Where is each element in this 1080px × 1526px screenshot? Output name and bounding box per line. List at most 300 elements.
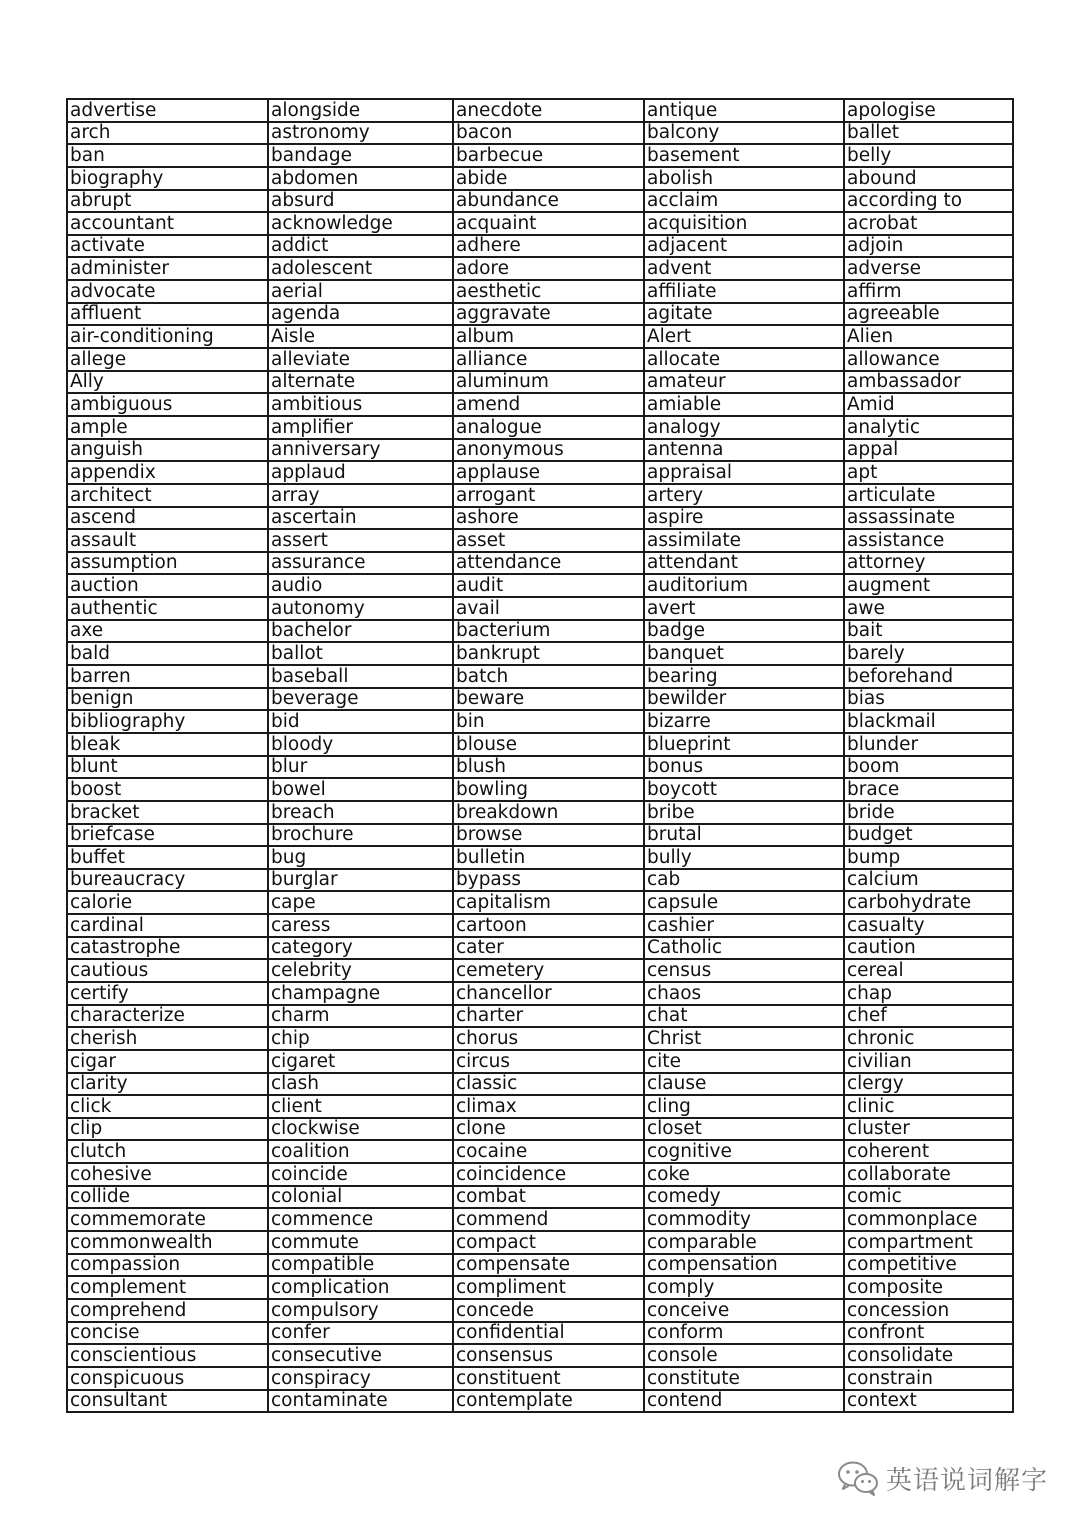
table-cell: cigaret: [268, 1050, 453, 1073]
table-row: [67, 348, 1013, 371]
table-cell: compensate: [453, 1254, 644, 1277]
table-cell: array: [268, 484, 453, 507]
table-cell: bizarre: [644, 710, 844, 733]
table-cell: astronomy: [268, 122, 453, 145]
table-row: [67, 325, 1013, 348]
table-cell: coincidence: [453, 1163, 644, 1186]
table-cell: album: [453, 325, 644, 348]
table-cell: conceive: [644, 1299, 844, 1322]
table-cell: compartment: [844, 1231, 1013, 1254]
table-cell: alternate: [268, 371, 453, 394]
table-cell: bride: [844, 801, 1013, 824]
table-cell: assassinate: [844, 507, 1013, 530]
table-cell: commonplace: [844, 1208, 1013, 1231]
table-cell: cling: [644, 1095, 844, 1118]
table-cell: assault: [67, 529, 268, 552]
table-cell: abrupt: [67, 190, 268, 213]
table-row: [67, 529, 1013, 552]
table-cell: anniversary: [268, 439, 453, 462]
table-cell: cigar: [67, 1050, 268, 1073]
table-cell: comply: [644, 1276, 844, 1299]
table-cell: cereal: [844, 959, 1013, 982]
table-cell: commemorate: [67, 1208, 268, 1231]
table-cell: analytic: [844, 416, 1013, 439]
table-cell: bloody: [268, 733, 453, 756]
table-cell: cater: [453, 937, 644, 960]
table-cell: caress: [268, 914, 453, 937]
table-cell: bias: [844, 688, 1013, 711]
table-cell: aspire: [644, 507, 844, 530]
table-cell: chef: [844, 1005, 1013, 1028]
table-cell: adolescent: [268, 257, 453, 280]
table-cell: conscientious: [67, 1344, 268, 1367]
table-cell: advent: [644, 257, 844, 280]
table-cell: comprehend: [67, 1299, 268, 1322]
table-cell: bid: [268, 710, 453, 733]
table-cell: carbohydrate: [844, 891, 1013, 914]
table-cell: ample: [67, 416, 268, 439]
table-cell: avert: [644, 597, 844, 620]
table-cell: arrogant: [453, 484, 644, 507]
table-cell: acknowledge: [268, 212, 453, 235]
table-cell: compassion: [67, 1254, 268, 1277]
table-row: [67, 1186, 1013, 1209]
table-cell: adverse: [844, 257, 1013, 280]
table-cell: confront: [844, 1322, 1013, 1345]
table-cell: blush: [453, 756, 644, 779]
table-row: [67, 122, 1013, 145]
table-row: [67, 846, 1013, 869]
table-cell: cocaine: [453, 1140, 644, 1163]
table-cell: bug: [268, 846, 453, 869]
table-cell: appraisal: [644, 461, 844, 484]
table-cell: concise: [67, 1322, 268, 1345]
table-cell: ashore: [453, 507, 644, 530]
table-cell: collaborate: [844, 1163, 1013, 1186]
table-cell: charm: [268, 1005, 453, 1028]
table-cell: clash: [268, 1073, 453, 1096]
table-row: [67, 665, 1013, 688]
table-cell: axe: [67, 620, 268, 643]
table-cell: authentic: [67, 597, 268, 620]
table-cell: bleak: [67, 733, 268, 756]
table-cell: aesthetic: [453, 280, 644, 303]
table-cell: ballot: [268, 642, 453, 665]
table-cell: antenna: [644, 439, 844, 462]
table-cell: ambiguous: [67, 393, 268, 416]
table-cell: adjacent: [644, 235, 844, 258]
table-cell: agitate: [644, 303, 844, 326]
table-row: [67, 99, 1013, 122]
table-cell: artery: [644, 484, 844, 507]
table-cell: chap: [844, 982, 1013, 1005]
table-cell: allowance: [844, 348, 1013, 371]
table-cell: accountant: [67, 212, 268, 235]
table-cell: budget: [844, 824, 1013, 847]
table-cell: briefcase: [67, 824, 268, 847]
table-cell: context: [844, 1390, 1013, 1413]
table-cell: aerial: [268, 280, 453, 303]
table-row: [67, 1027, 1013, 1050]
table-cell: anguish: [67, 439, 268, 462]
table-cell: affirm: [844, 280, 1013, 303]
table-cell: breakdown: [453, 801, 644, 824]
watermark-text: 英语说词解字: [886, 1465, 1049, 1496]
table-cell: clarity: [67, 1073, 268, 1096]
table-cell: confer: [268, 1322, 453, 1345]
table-cell: commend: [453, 1208, 644, 1231]
table-cell: bulletin: [453, 846, 644, 869]
table-cell: auction: [67, 574, 268, 597]
table-cell: batch: [453, 665, 644, 688]
table-row: [67, 710, 1013, 733]
table-row: [67, 303, 1013, 326]
table-cell: abundance: [453, 190, 644, 213]
table-cell: articulate: [844, 484, 1013, 507]
table-row: [67, 257, 1013, 280]
table-cell: chancellor: [453, 982, 644, 1005]
table-row: [67, 733, 1013, 756]
table-row: [67, 914, 1013, 937]
table-cell: agenda: [268, 303, 453, 326]
table-cell: coincide: [268, 1163, 453, 1186]
table-cell: cluster: [844, 1118, 1013, 1141]
table-cell: cognitive: [644, 1140, 844, 1163]
table-cell: consensus: [453, 1344, 644, 1367]
table-cell: boycott: [644, 778, 844, 801]
table-cell: belly: [844, 144, 1013, 167]
table-cell: chronic: [844, 1027, 1013, 1050]
table-cell: bonus: [644, 756, 844, 779]
table-cell: certify: [67, 982, 268, 1005]
table-cell: bin: [453, 710, 644, 733]
table-cell: cautious: [67, 959, 268, 982]
table-cell: category: [268, 937, 453, 960]
table-cell: browse: [453, 824, 644, 847]
table-cell: compact: [453, 1231, 644, 1254]
wechat-icon: [836, 1458, 880, 1498]
table-row: [67, 461, 1013, 484]
table-cell: characterize: [67, 1005, 268, 1028]
table-row: [67, 1231, 1013, 1254]
table-cell: capitalism: [453, 891, 644, 914]
table-cell: bypass: [453, 869, 644, 892]
table-cell: basement: [644, 144, 844, 167]
table-cell: allocate: [644, 348, 844, 371]
table-cell: agreeable: [844, 303, 1013, 326]
table-cell: chaos: [644, 982, 844, 1005]
table-row: [67, 552, 1013, 575]
table-cell: chorus: [453, 1027, 644, 1050]
table-cell: Alert: [644, 325, 844, 348]
table-cell: brace: [844, 778, 1013, 801]
table-cell: blur: [268, 756, 453, 779]
table-cell: alongside: [268, 99, 453, 122]
table-cell: clockwise: [268, 1118, 453, 1141]
table-cell: conform: [644, 1322, 844, 1345]
table-cell: antique: [644, 99, 844, 122]
table-cell: compulsory: [268, 1299, 453, 1322]
table-cell: amiable: [644, 393, 844, 416]
table-cell: blueprint: [644, 733, 844, 756]
table-row: [67, 1095, 1013, 1118]
table-row: [67, 1208, 1013, 1231]
table-cell: attendant: [644, 552, 844, 575]
table-cell: compensation: [644, 1254, 844, 1277]
table-cell: benign: [67, 688, 268, 711]
table-cell: beforehand: [844, 665, 1013, 688]
table-cell: barely: [844, 642, 1013, 665]
table-cell: champagne: [268, 982, 453, 1005]
table-cell: blunt: [67, 756, 268, 779]
table-cell: closet: [644, 1118, 844, 1141]
table-cell: bowel: [268, 778, 453, 801]
table-cell: climax: [453, 1095, 644, 1118]
table-cell: concede: [453, 1299, 644, 1322]
table-cell: composite: [844, 1276, 1013, 1299]
table-cell: avail: [453, 597, 644, 620]
table-cell: cardinal: [67, 914, 268, 937]
table-cell: bully: [644, 846, 844, 869]
table-row: [67, 824, 1013, 847]
table-row: [67, 1390, 1013, 1413]
table-cell: audio: [268, 574, 453, 597]
table-cell: advocate: [67, 280, 268, 303]
table-cell: combat: [453, 1186, 644, 1209]
table-row: [67, 371, 1013, 394]
table-cell: ambassador: [844, 371, 1013, 394]
table-cell: compatible: [268, 1254, 453, 1277]
table-row: [67, 1344, 1013, 1367]
table-cell: ban: [67, 144, 268, 167]
table-cell: complement: [67, 1276, 268, 1299]
table-row: [67, 1276, 1013, 1299]
table-row: [67, 1367, 1013, 1390]
table-cell: beware: [453, 688, 644, 711]
table-cell: activate: [67, 235, 268, 258]
table-cell: charter: [453, 1005, 644, 1028]
table-cell: contaminate: [268, 1390, 453, 1413]
vocabulary-table: [66, 98, 1014, 1413]
table-row: [67, 1163, 1013, 1186]
table-cell: ambitious: [268, 393, 453, 416]
table-cell: clause: [644, 1073, 844, 1096]
table-cell: acquisition: [644, 212, 844, 235]
table-cell: Amid: [844, 393, 1013, 416]
table-cell: autonomy: [268, 597, 453, 620]
table-cell: biography: [67, 167, 268, 190]
table-cell: conspiracy: [268, 1367, 453, 1390]
table-cell: calorie: [67, 891, 268, 914]
table-cell: amplifier: [268, 416, 453, 439]
table-cell: bowling: [453, 778, 644, 801]
table-cell: baseball: [268, 665, 453, 688]
table-cell: attendance: [453, 552, 644, 575]
table-cell: concession: [844, 1299, 1013, 1322]
table-cell: advertise: [67, 99, 268, 122]
table-cell: adjoin: [844, 235, 1013, 258]
table-cell: beverage: [268, 688, 453, 711]
table-cell: constituent: [453, 1367, 644, 1390]
table-cell: analogue: [453, 416, 644, 439]
table-cell: acquaint: [453, 212, 644, 235]
table-cell: bibliography: [67, 710, 268, 733]
table-cell: adore: [453, 257, 644, 280]
table-cell: affiliate: [644, 280, 844, 303]
table-cell: assert: [268, 529, 453, 552]
table-row: [67, 1140, 1013, 1163]
table-cell: constitute: [644, 1367, 844, 1390]
table-cell: clone: [453, 1118, 644, 1141]
table-cell: brochure: [268, 824, 453, 847]
table-cell: acclaim: [644, 190, 844, 213]
table-cell: barren: [67, 665, 268, 688]
table-cell: architect: [67, 484, 268, 507]
table-row: [67, 507, 1013, 530]
table-cell: buffet: [67, 846, 268, 869]
table-row: [67, 891, 1013, 914]
table-row: [67, 801, 1013, 824]
table-cell: blunder: [844, 733, 1013, 756]
table-cell: Christ: [644, 1027, 844, 1050]
table-cell: alleviate: [268, 348, 453, 371]
table-row: [67, 393, 1013, 416]
table-cell: commence: [268, 1208, 453, 1231]
table-cell: clip: [67, 1118, 268, 1141]
table-cell: complication: [268, 1276, 453, 1299]
table-cell: augment: [844, 574, 1013, 597]
table-cell: appendix: [67, 461, 268, 484]
table-cell: applaud: [268, 461, 453, 484]
table-cell: affluent: [67, 303, 268, 326]
table-cell: boost: [67, 778, 268, 801]
table-row: [67, 1299, 1013, 1322]
table-cell: capsule: [644, 891, 844, 914]
table-cell: acrobat: [844, 212, 1013, 235]
table-cell: comparable: [644, 1231, 844, 1254]
table-cell: anonymous: [453, 439, 644, 462]
table-cell: comedy: [644, 1186, 844, 1209]
table-cell: absurd: [268, 190, 453, 213]
table-cell: abdomen: [268, 167, 453, 190]
table-cell: allege: [67, 348, 268, 371]
table-cell: commute: [268, 1231, 453, 1254]
table-cell: bait: [844, 620, 1013, 643]
table-cell: abolish: [644, 167, 844, 190]
table-cell: confidential: [453, 1322, 644, 1345]
table-cell: alliance: [453, 348, 644, 371]
table-cell: chat: [644, 1005, 844, 1028]
table-cell: Ally: [67, 371, 268, 394]
table-cell: bracket: [67, 801, 268, 824]
table-cell: bacterium: [453, 620, 644, 643]
table-cell: clutch: [67, 1140, 268, 1163]
table-cell: coalition: [268, 1140, 453, 1163]
table-cell: bankrupt: [453, 642, 644, 665]
table-cell: contend: [644, 1390, 844, 1413]
table-cell: apt: [844, 461, 1013, 484]
table-cell: ballet: [844, 122, 1013, 145]
table-cell: boom: [844, 756, 1013, 779]
table-cell: anecdote: [453, 99, 644, 122]
table-cell: client: [268, 1095, 453, 1118]
table-cell: balcony: [644, 122, 844, 145]
table-cell: caution: [844, 937, 1013, 960]
table-cell: clergy: [844, 1073, 1013, 1096]
table-cell: analogy: [644, 416, 844, 439]
table-cell: administer: [67, 257, 268, 280]
table-cell: chip: [268, 1027, 453, 1050]
table-row: [67, 439, 1013, 462]
table-cell: bandage: [268, 144, 453, 167]
table-row: [67, 167, 1013, 190]
table-cell: classic: [453, 1073, 644, 1096]
table-cell: apologise: [844, 99, 1013, 122]
table-cell: blouse: [453, 733, 644, 756]
vocabulary-table-body: [67, 99, 1013, 1412]
table-row: [67, 982, 1013, 1005]
table-row: [67, 597, 1013, 620]
table-cell: assurance: [268, 552, 453, 575]
table-row: [67, 1005, 1013, 1028]
table-cell: Alien: [844, 325, 1013, 348]
table-cell: audit: [453, 574, 644, 597]
table-cell: collide: [67, 1186, 268, 1209]
table-row: [67, 959, 1013, 982]
table-cell: bribe: [644, 801, 844, 824]
table-cell: bump: [844, 846, 1013, 869]
table-cell: Catholic: [644, 937, 844, 960]
table-row: [67, 1322, 1013, 1345]
table-cell: badge: [644, 620, 844, 643]
table-cell: compliment: [453, 1276, 644, 1299]
table-cell: commodity: [644, 1208, 844, 1231]
table-cell: civilian: [844, 1050, 1013, 1073]
table-cell: calcium: [844, 869, 1013, 892]
table-cell: amend: [453, 393, 644, 416]
table-cell: clinic: [844, 1095, 1013, 1118]
table-cell: blackmail: [844, 710, 1013, 733]
table-row: [67, 778, 1013, 801]
table-cell: arch: [67, 122, 268, 145]
table-cell: awe: [844, 597, 1013, 620]
table-row: [67, 620, 1013, 643]
table-row: [67, 756, 1013, 779]
table-row: [67, 642, 1013, 665]
table-row: [67, 416, 1013, 439]
table-cell: adhere: [453, 235, 644, 258]
table-cell: contemplate: [453, 1390, 644, 1413]
table-cell: cite: [644, 1050, 844, 1073]
table-cell: assistance: [844, 529, 1013, 552]
table-cell: aggravate: [453, 303, 644, 326]
table-row: [67, 688, 1013, 711]
table-cell: asset: [453, 529, 644, 552]
table-cell: applause: [453, 461, 644, 484]
table-cell: consecutive: [268, 1344, 453, 1367]
table-cell: competitive: [844, 1254, 1013, 1277]
table-cell: consolidate: [844, 1344, 1013, 1367]
table-cell: air-conditioning: [67, 325, 268, 348]
table-cell: catastrophe: [67, 937, 268, 960]
table-row: [67, 212, 1013, 235]
table-cell: breach: [268, 801, 453, 824]
table-cell: colonial: [268, 1186, 453, 1209]
table-row: [67, 280, 1013, 303]
table-cell: bewilder: [644, 688, 844, 711]
table-cell: auditorium: [644, 574, 844, 597]
table-row: [67, 190, 1013, 213]
